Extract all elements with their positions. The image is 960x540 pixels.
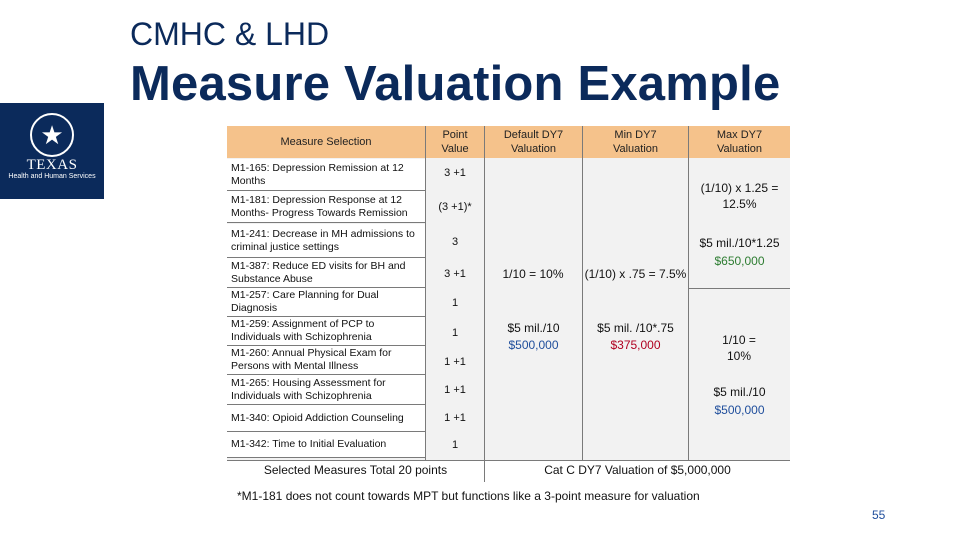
- point-value: 1: [451, 439, 459, 451]
- min-formula: (1/10) x .75 = 7.5%: [584, 267, 687, 281]
- measure-label: M1-265: Housing Assessment for Individuals with Schizophrenia: [231, 376, 386, 402]
- header-min-valuation: Min DY7 Valuation: [583, 126, 688, 158]
- page-number: 55: [872, 508, 886, 522]
- table-row: [227, 288, 425, 317]
- footnote: *M1-181 does not count towards MPT but functions like a 3-point measure for valuation: [237, 489, 700, 503]
- column-divider: [425, 126, 426, 460]
- max-top-amount: $650,000: [714, 254, 765, 268]
- logo-texas: TEXAS: [26, 157, 78, 173]
- footer-category-valuation: Cat C DY7 Valuation of $5,000,000: [544, 463, 731, 477]
- measure-label: M1-257: Care Planning for Dual Diagnosis: [231, 289, 379, 314]
- max-split-divider: [689, 288, 790, 289]
- table-row: [227, 375, 425, 405]
- point-value: 1 +1: [444, 384, 466, 396]
- measure-label: M1-241: Decrease in MH admissions to criminal justice settings: [231, 227, 415, 253]
- point-value: 3 +1: [444, 167, 466, 179]
- measure-label: M1-340: Opioid Addiction Counseling: [231, 411, 404, 424]
- default-amount-formula: $5 mil./10: [507, 321, 560, 335]
- measure-label: M1-260: Annual Physical Exam for Persons with Mental Illness: [231, 347, 392, 372]
- table-row: [227, 191, 425, 223]
- table-row: [227, 346, 425, 375]
- header-default-valuation: Default DY7 Valuation: [485, 126, 582, 158]
- measure-label: M1-342: Time to Initial Evaluation: [231, 438, 387, 450]
- point-value: 3: [451, 236, 459, 248]
- point-value: 1: [451, 327, 459, 339]
- point-value: 3 +1: [444, 268, 466, 280]
- logo-agency: Health and Human Services: [8, 173, 96, 180]
- column-divider: [582, 126, 583, 460]
- default-formula: 1/10 = 10%: [502, 267, 564, 281]
- column-divider: [484, 126, 485, 460]
- measure-label: M1-387: Reduce ED visits for BH and Substance Abuse: [231, 259, 406, 285]
- footer-total-points: Selected Measures Total 20 points: [263, 463, 448, 477]
- measure-label: M1-165: Depression Remission at 12 Months: [231, 161, 404, 187]
- point-value: (3 +1)*: [438, 201, 472, 213]
- page-subtitle: CMHC & LHD: [130, 16, 330, 52]
- point-value: 1 +1: [444, 412, 466, 424]
- star-seal-icon: ★: [30, 113, 74, 157]
- max-bottom-amount: $500,000: [714, 403, 765, 417]
- table-row: [227, 432, 425, 458]
- max-top-amount-formula: $5 mil./10*1.25: [699, 236, 780, 250]
- point-value: 1 +1: [444, 356, 466, 368]
- table-row: [227, 224, 425, 258]
- table-row: [227, 258, 425, 288]
- header-measure-selection: Measure Selection: [227, 126, 425, 158]
- default-amount: $500,000: [508, 338, 559, 352]
- point-value: 1: [451, 297, 459, 309]
- measure-label: M1-259: Assignment of PCP to Individuals with Schizophrenia: [231, 318, 375, 343]
- measure-label: M1-181: Depression Response at 12 Months- Progress Towards Remission: [231, 193, 408, 219]
- max-top-formula: (1/10) x 1.25 = 12.5%: [700, 181, 779, 211]
- max-bottom-amount-formula: $5 mil./10: [713, 385, 766, 399]
- table-row: [227, 405, 425, 432]
- min-amount: $375,000: [610, 338, 661, 352]
- table-row: [227, 317, 425, 346]
- page-title: Measure Valuation Example: [130, 57, 781, 111]
- header-max-valuation: Max DY7 Valuation: [689, 126, 790, 158]
- max-bottom-formula: 1/10 = 10%: [722, 333, 756, 363]
- table-row: [227, 159, 425, 191]
- logo-panel: [0, 103, 104, 199]
- header-point-value: Point Value: [426, 126, 484, 158]
- min-amount-formula: $5 mil. /10*.75: [597, 321, 674, 335]
